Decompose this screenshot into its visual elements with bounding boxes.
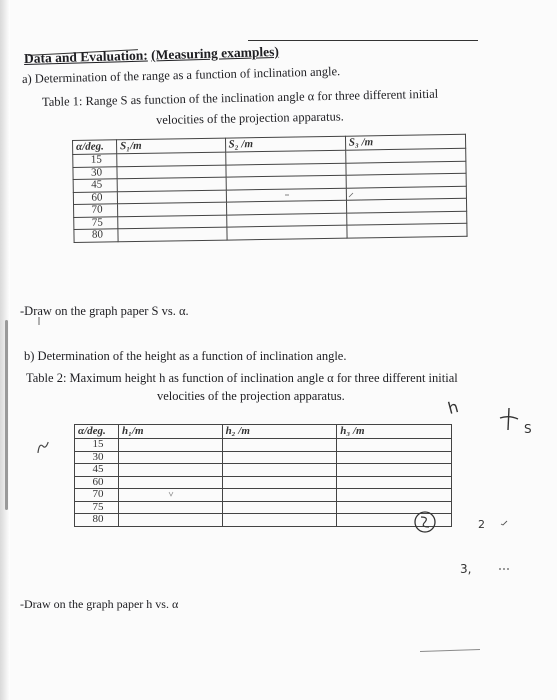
table-row xyxy=(75,464,452,477)
angle-cell: 80 xyxy=(74,229,118,242)
h3-cell[interactable] xyxy=(337,439,452,452)
table-row xyxy=(75,439,452,452)
table-row xyxy=(75,501,452,514)
h3-cell[interactable] xyxy=(337,451,452,464)
h2-cell[interactable] xyxy=(222,514,337,527)
h1-cell[interactable] xyxy=(119,514,223,527)
h3-cell[interactable] xyxy=(337,476,452,489)
h1-cell[interactable] xyxy=(119,501,223,514)
table-row xyxy=(75,489,452,502)
subsection-b-title: b) Determination of the height as a function of inclination angle. xyxy=(24,349,347,363)
h2-cell[interactable] xyxy=(222,489,337,502)
top-rule-right xyxy=(248,40,478,41)
table2-caption-line2: velocities of the projection apparatus. xyxy=(157,389,345,403)
height-table xyxy=(74,424,452,527)
h1-cell[interactable] xyxy=(119,464,223,477)
header-s2: S₂ /m xyxy=(225,136,345,152)
handwritten-3: 3, xyxy=(460,562,472,576)
h3-cell[interactable] xyxy=(337,464,452,477)
draw-instruction-range: -Draw on the graph paper S vs. α. xyxy=(20,304,189,318)
table1-caption-line1: Table 1: Range S as function of the inclination angle α for three different initial xyxy=(41,86,439,109)
header-h1: h₁/m xyxy=(119,425,223,439)
table-header-row xyxy=(75,425,452,439)
handwritten-h: h xyxy=(445,397,461,418)
range-table xyxy=(72,134,468,243)
table-row xyxy=(75,451,452,464)
angle-cell: 60 xyxy=(73,191,117,204)
section-title-prefix: Data and Evaluation: xyxy=(23,47,148,66)
header-alpha: α/deg. xyxy=(75,425,119,439)
text-cursor-icon xyxy=(34,316,44,326)
angle-cell: 15 xyxy=(75,439,119,452)
table1-caption-line2: velocities of the projection apparatus. xyxy=(155,109,344,127)
angle-cell: 75 xyxy=(74,216,118,229)
handwritten-scribble-icon xyxy=(35,439,51,455)
handwritten-circled-scribble-icon xyxy=(412,509,438,535)
h2-cell[interactable] xyxy=(222,439,337,452)
angle-cell: 70 xyxy=(75,489,119,502)
angle-cell: 80 xyxy=(75,514,119,527)
s2-cell[interactable] xyxy=(226,225,346,239)
table-row xyxy=(75,476,452,489)
pencil-mark-icon xyxy=(284,192,290,198)
h3-cell[interactable] xyxy=(337,489,452,502)
s3-cell[interactable] xyxy=(347,223,467,237)
scrollbar-indicator[interactable] xyxy=(5,320,8,510)
header-s1: S₁/m xyxy=(117,138,226,154)
angle-cell: 75 xyxy=(75,501,119,514)
angle-cell: 30 xyxy=(73,166,117,179)
h2-cell[interactable] xyxy=(222,451,337,464)
s1-cell[interactable] xyxy=(118,227,227,241)
angle-cell: 70 xyxy=(74,204,118,217)
pencil-mark-icon xyxy=(168,491,174,497)
angle-cell: 15 xyxy=(73,154,117,167)
angle-cell: 60 xyxy=(75,476,119,489)
section-title-main: (Measuring examples) xyxy=(150,43,280,63)
table-row xyxy=(75,514,452,527)
angle-cell: 45 xyxy=(73,179,117,192)
header-h2: h₂ /m xyxy=(222,425,337,439)
h1-cell[interactable] xyxy=(119,476,223,489)
handwritten-tick-icon xyxy=(500,520,508,526)
handwritten-cross-icon xyxy=(498,406,520,432)
h2-cell[interactable] xyxy=(222,501,337,514)
h1-cell[interactable] xyxy=(119,439,223,452)
angle-cell: 45 xyxy=(75,464,119,477)
handwritten-2: 2 xyxy=(478,518,485,531)
angle-cell: 30 xyxy=(75,451,119,464)
pencil-mark-icon xyxy=(348,192,354,198)
table2-caption-line1: Table 2: Maximum height h as function of inclination angle α for three different initial xyxy=(26,371,458,385)
handwritten-dots-icon xyxy=(498,566,510,572)
h2-cell[interactable] xyxy=(222,464,337,477)
header-s3: S₃ /m xyxy=(345,134,465,150)
header-h3: h₃ /m xyxy=(337,425,452,439)
handwritten-s: S xyxy=(524,422,532,436)
draw-instruction-height: -Draw on the graph paper h vs. α xyxy=(20,597,179,611)
header-alpha: α/deg. xyxy=(73,140,117,155)
h1-cell[interactable] xyxy=(119,451,223,464)
subsection-a-title: a) Determination of the range as a function of inclination angle. xyxy=(21,64,341,86)
h2-cell[interactable] xyxy=(222,476,337,489)
